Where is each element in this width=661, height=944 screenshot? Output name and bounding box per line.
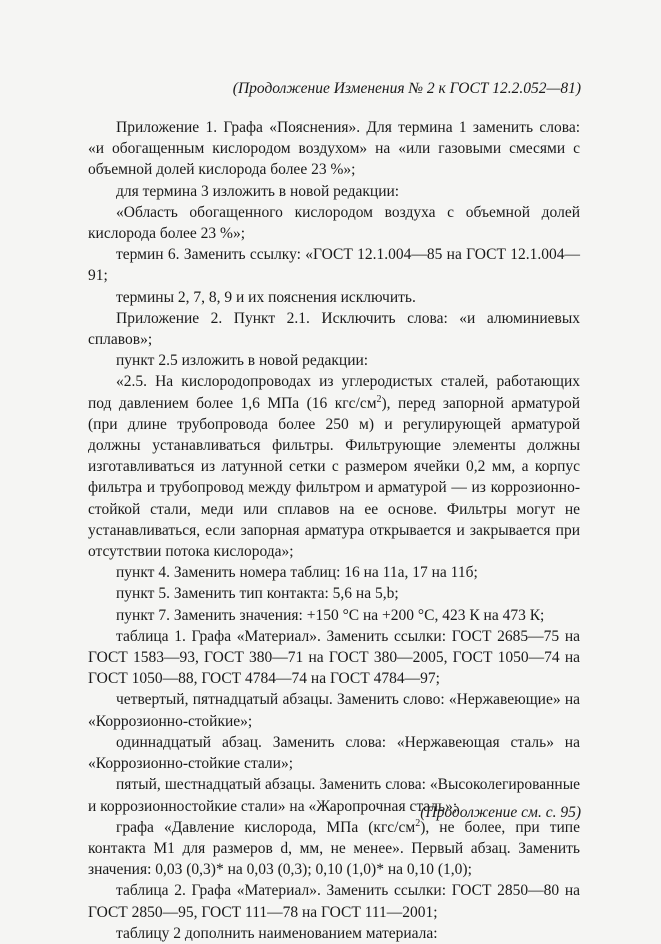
paragraph-text: графа «Давление кислорода, МПа (кгс/см [116, 818, 416, 836]
page-footer: (Продолжение см. с. 95) [420, 804, 581, 821]
paragraph: «Область обогащенного кислородом воздуха с объемной долей кислорода более 23 %»; [88, 203, 580, 243]
paragraph: четвертый, пятнадцатый абзацы. Заменить слово: «Нержавеющие» на «Коррозионно-стойкие»; [88, 691, 580, 730]
superscript: 2 [376, 393, 382, 405]
paragraph: пункт 7. Заменить значения: +150 °С на +200 °С, 423 К на 473 К; [116, 606, 545, 624]
paragraph: одиннадцатый абзац. Заменить слова: «Нержавеющая сталь» на «Коррозионно-стойкие стали»; [88, 733, 580, 773]
paragraph: таблица 2. Графа «Материал». Заменить ссылки: ГОСТ 2850—80 на ГОСТ 2850—95, ГОСТ 111—78 на ГОСТ 111—2001; [88, 882, 580, 921]
paragraph-text: «2.5. На кислородопроводах из углеродистых сталей, работающих под давлением более 1,6 МПа (16 кгс/см [88, 373, 580, 412]
paragraph [88, 371, 580, 562]
page-header: (Продолжение Изменения № 2 к ГОСТ 12.2.052—81) [232, 80, 581, 97]
paragraph-text: ), перед запорной арматурой (при длине трубопровода более 250 м) и регулирующей арматурой должны устанавливаться фильтры. Фильтрующие элементы должны изготавливаться из латунной сетки с размером ячейки 0,2 мм, а корпус фильтра и трубопровод между фильтром и арматурой — из коррозионно-стойкой стали, меди или сплавов на ее основе. Фильтры могут не устанавливаться, если запорная арматура открывается и закрывается при отсутствии потока кислорода»; [88, 394, 580, 561]
paragraph: пункт 5. Заменить тип контакта: 5,6 на 5,b; [116, 585, 399, 603]
paragraph: пункт 4. Заменить номера таблиц: 16 на 11а, 17 на 11б; [116, 564, 478, 582]
paragraph [88, 817, 580, 881]
paragraph: термин 6. Заменить ссылку: «ГОСТ 12.1.004—85 на ГОСТ 12.1.004—91; [88, 246, 580, 285]
paragraph: пятый, шестнадцатый абзацы. Заменить слова: «Высоколегированные и коррозионностойкие стали» на «Жаропрочная сталь»; [88, 776, 580, 815]
paragraph: пункт 2.5 изложить в новой редакции: [116, 352, 369, 370]
paragraph: Приложение 1. Графа «Пояснения». Для термина 1 заменить слова: «и обогащенным кислородом воздухом» на «или газовыми смесями с объемной долей кислорода более 23 %»; [88, 119, 580, 179]
paragraph: таблицу 2 дополнить наименованием материала: [116, 924, 438, 942]
superscript: 2 [415, 817, 421, 829]
paragraph: Приложение 2. Пункт 2.1. Исключить слова: «и алюминиевых сплавов»; [88, 309, 580, 349]
paragraph: термины 2, 7, 8, 9 и их пояснения исключить. [116, 288, 416, 306]
paragraph: таблица 1. Графа «Материал». Заменить ссылки: ГОСТ 2685—75 на ГОСТ 1583—93, ГОСТ 380—71 на ГОСТ 380—2005, ГОСТ 1050—74 на ГОСТ 1050—88, ГОСТ 4784—74 на ГОСТ 4784—97; [88, 627, 580, 688]
paragraph: для термина 3 изложить в новой редакции: [116, 182, 400, 200]
paragraph-text: ), не более, при типе контакта М1 для размеров d, мм, не менее». Первый абзац. Заменить значения: 0,03 (0,3)* на 0,03 (0,3); 0,10 (1,0)* на 0,10 (1,0); [88, 818, 580, 879]
